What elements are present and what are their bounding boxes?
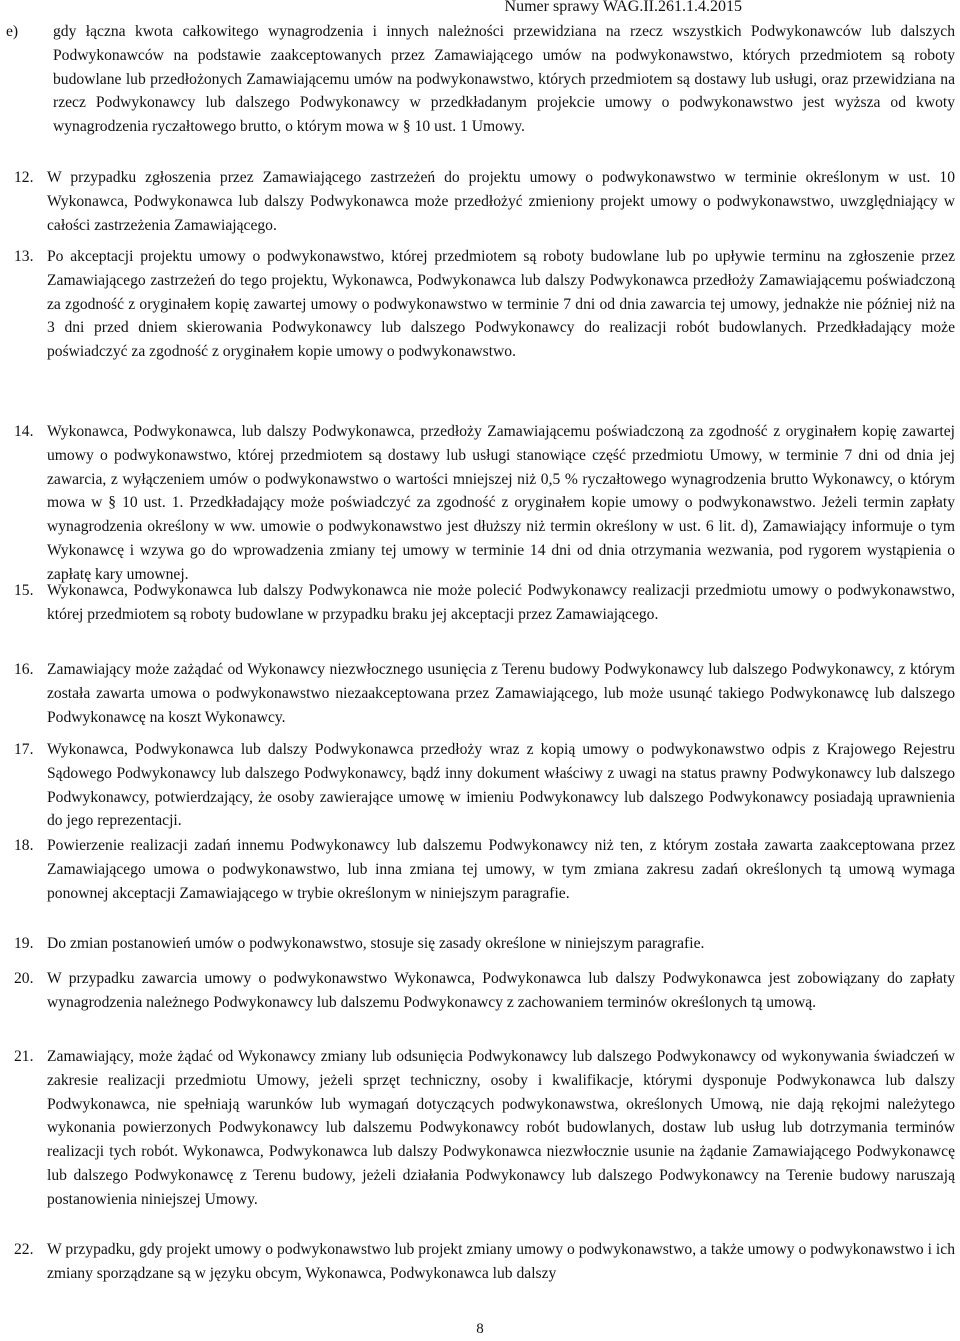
- paragraph-21: [14, 1045, 955, 1212]
- paragraph-text: Wykonawca, Podwykonawca lub dalszy Podwykonawca przedłoży wraz z kopią umowy o podwykonawstwo odpis z Krajowego Rejestru Sądowego Podwykonawcy lub dalszego Podwykonawcy, bądź inny dokument właściwy z uwagi na status prawny Podwykonawcy lub dalszego Podwykonawcy, potwierdzający, że osoby zawierające umowę w imieniu Podwykonawcy lub dalszego Podwykonawcy posiadają uprawnienia do jego reprezentacji.: [47, 741, 955, 830]
- paragraph-text: W przypadku zawarcia umowy o podwykonawstwo Wykonawca, Podwykonawca lub dalszy Podwykonawca jest zobowiązany do zapłaty wynagrodzenia należnego Podwykonawcy lub dalszemu Podwykonawcy z zachowaniem terminów określonych tą umową.: [47, 970, 955, 1011]
- paragraph-number: 12.: [14, 169, 34, 186]
- paragraph-18: [14, 834, 955, 905]
- paragraph-text: Po akceptacji projektu umowy o podwykonawstwo, której przedmiotem są roboty budowlane lub po upływie terminu na zgłoszenie przez Zamawiającego zastrzeżeń do tego projektu, Wykonawca, Podwykonawca lub dalszy Podwykonawca przedłoży Zamawiającemu poświadczoną za zgodność z oryginałem kopię zawartej umowy o podwykonawstwo w terminie 7 dni od dnia zawarcia tej umowy, jednakże nie później niż na 3 dni przed dniem skierowania Podwykonawcy lub dalszego Podwykonawcy do realizacji robót budowlanych. Przedkładający może poświadczyć za zgodność z oryginałem kopie umowy o podwykonawstwo.: [47, 248, 955, 361]
- paragraph-number: 15.: [14, 582, 34, 599]
- paragraph-number: 17.: [14, 741, 34, 758]
- paragraph-number: e): [6, 23, 19, 40]
- paragraph-text: Powierzenie realizacji zadań innemu Podwykonawcy lub dalszemu Podwykonawcy niż ten, z którym została zawarta zaakceptowana przez Zamawiającego umowa o podwykonawstwo, lub inna zmiana tej umowy, w tym zmiana zakresu zadań określonych tą umową wymaga ponownej akceptacji Zamawiającego w trybie określonym w niniejszym paragrafie.: [47, 837, 955, 902]
- paragraph-14: [14, 420, 955, 587]
- paragraph-number: 13.: [14, 248, 34, 265]
- paragraph-number: 21.: [14, 1048, 34, 1065]
- paragraph-e: [6, 20, 955, 139]
- paragraph-19: [14, 932, 955, 956]
- paragraph-number: 19.: [14, 935, 34, 952]
- paragraph-16: [14, 658, 955, 729]
- paragraph-13: [14, 245, 955, 364]
- paragraph-number: 18.: [14, 837, 34, 854]
- paragraph-17: [14, 738, 955, 833]
- paragraph-12: [14, 166, 955, 237]
- paragraph-number: 22.: [14, 1241, 34, 1258]
- paragraph-number: 14.: [14, 423, 34, 440]
- paragraph-text: Wykonawca, Podwykonawca lub dalszy Podwykonawca nie może polecić Podwykonawcy realizacji przedmiotu umowy o podwykonawstwo, której przedmiotem są roboty budowlane w przypadku braku jej akceptacji przez Zamawiającego.: [47, 582, 955, 623]
- paragraph-number: 20.: [14, 970, 34, 987]
- case-number-header: Numer sprawy WAG.II.261.1.4.2015: [504, 0, 742, 15]
- paragraph-20: [14, 967, 955, 1015]
- page-number: 8: [476, 1321, 484, 1337]
- paragraph-number: 16.: [14, 661, 34, 678]
- paragraph-text: Do zmian postanowień umów o podwykonawstwo, stosuje się zasady określone w niniejszym paragrafie.: [47, 935, 705, 952]
- paragraph-text: W przypadku, gdy projekt umowy o podwykonawstwo lub projekt zmiany umowy o podwykonawstwo, a także umowy o podwykonawstwo i ich zmiany sporządzane są w języku obcym, Wykonawca, Podwykonawca lub dalszy: [47, 1241, 955, 1282]
- paragraph-text: Wykonawca, Podwykonawca, lub dalszy Podwykonawca, przedłoży Zamawiającemu poświadczoną za zgodność z oryginałem kopię zawartej umowy o podwykonawstwo, której przedmiotem są dostawy lub usługi stanowiące część przedmiotu Umowy, w terminie 7 dni od dnia jej zawarcia, z wyłączeniem umów o podwykonawstwo o wartości mniejszej niż 0,5 % ryczałtowego wynagrodzenia brutto Wykonawcy, o którym mowa w § 10 ust. 1. Przedkładający może poświadczyć za zgodność z oryginałem kopie umowy o podwykonawstwo. Jeżeli termin zapłaty wynagrodzenia określony w ww. umowie o podwykonawstwo jest dłuższy niż termin określony w ust. 6 lit. d), Zamawiający informuje o tym Wykonawcę i wzywa go do wprowadzenia zmiany tej umowy w terminie 14 dni od dnia otrzymania wezwania, pod rygorem wystąpienia o zapłatę kary umownej.: [47, 423, 955, 583]
- paragraph-text: W przypadku zgłoszenia przez Zamawiającego zastrzeżeń do projektu umowy o podwykonawstwo w terminie określonym w ust. 10 Wykonawca, Podwykonawca lub dalszy Podwykonawca może przedłożyć zmieniony projekt umowy o podwykonawstwo, uwzględniający w całości zastrzeżenia Zamawiającego.: [47, 169, 955, 234]
- paragraph-text: gdy łączna kwota całkowitego wynagrodzenia i innych należności przewidziana na rzecz wszystkich Podwykonawców lub dalszych Podwykonawców na podstawie zaakceptowanych przez Zamawiającego umów na podwykonawstwo, których przedmiotem są roboty budowlane lub przedłożonych Zamawiającemu umów na podwykonawstwo, których przedmiotem są dostawy lub usługi, oraz przewidziana na rzecz Podwykonawcy lub dalszego Podwykonawcy w przedkładanym projekcie umowy o podwykonawstwo jest wyższa od kwoty wynagrodzenia ryczałtowego brutto, o którym mowa w § 10 ust. 1 Umowy.: [53, 23, 955, 136]
- paragraph-text: Zamawiający może zażądać od Wykonawcy niezwłocznego usunięcia z Terenu budowy Podwykonawcy lub dalszego Podwykonawcy, z którym została zawarta umowa o podwykonawstwo niezaakceptowana przez Zamawiającego, lub może usunąć takiego Podwykonawcę lub dalszego Podwykonawcę na koszt Wykonawcy.: [47, 661, 955, 726]
- paragraph-text: Zamawiający, może żądać od Wykonawcy zmiany lub odsunięcia Podwykonawcy lub dalszego Podwykonawcy od wykonywania świadczeń w zakresie realizacji przedmiotu Umowy, jeżeli sprzęt techniczny, osoby i kwalifikacje, którymi dysponuje Podwykonawca lub dalszy Podwykonawca, nie spełniają warunków lub wymagań dotyczących podwykonawstwa, określonych Umową, nie dają rękojmi należytego wykonania powierzonych Podwykonawcy lub dalszemu Podwykonawcy robót budowlanych, dostaw lub usług lub dotrzymania terminów realizacji tych robót. Wykonawca, Podwykonawca lub dalszy Podwykonawca niezwłocznie usunie na żądanie Zamawiającego Podwykonawcę lub dalszego Podwykonawcę z Terenu budowy, jeżeli działania Podwykonawcy lub dalszego Podwykonawcy na Terenie budowy naruszają postanowienia niniejszej Umowy.: [47, 1048, 955, 1208]
- paragraph-22: [14, 1238, 955, 1286]
- paragraph-15: [14, 579, 955, 627]
